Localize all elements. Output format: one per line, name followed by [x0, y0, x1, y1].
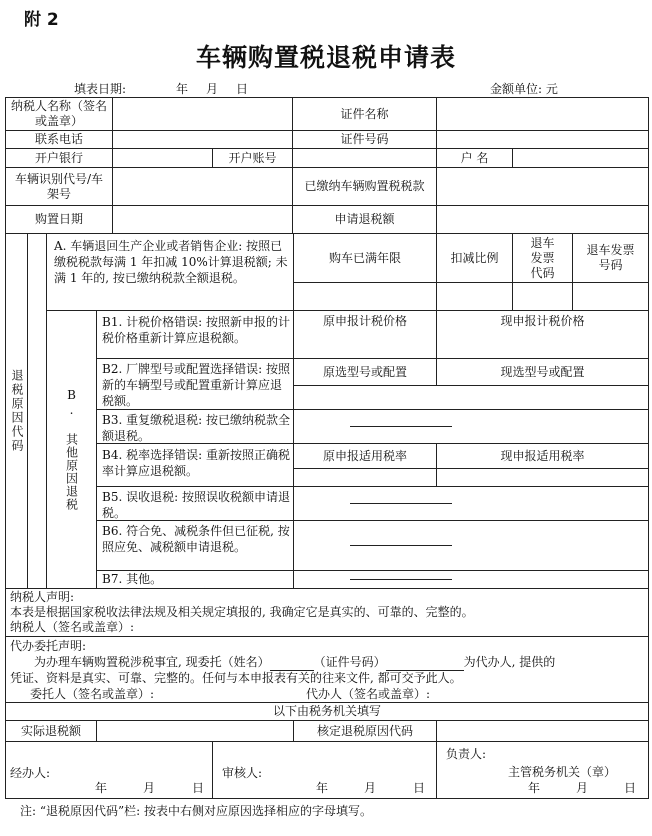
tax-office-banner: 以下由税务机关填写	[272, 704, 381, 718]
handler-year: 年	[95, 781, 108, 795]
reason-b6-text: B6. 符合免、减税条件但已征税, 按照应免、减税额申请退税。	[102, 524, 290, 554]
fill-date-day: 日	[236, 82, 249, 96]
reason-b6-blank-line	[350, 545, 452, 546]
cert-name-field[interactable]	[437, 98, 648, 130]
reason-b7-blank-line	[350, 579, 452, 580]
reason-b4-original-label: 原申报适用税率	[322, 448, 407, 463]
fill-date-month: 月	[206, 82, 219, 96]
phone-field[interactable]	[113, 131, 292, 148]
reason-a-invoice-no-label: 退车发票号码	[586, 243, 635, 272]
agent-id-blank[interactable]	[386, 654, 464, 671]
account-no-field[interactable]	[293, 149, 436, 167]
reason-b2-text: B2. 厂牌型号或配置选择错误: 按照新的车辆型号或配置重新计算应退税额。	[102, 362, 290, 408]
refund-amount-field[interactable]	[437, 206, 648, 233]
page-title: 车辆购置税退税申请表	[195, 43, 456, 72]
reason-b1-text: B1. 计税价格错误: 按照新申报的计税价格重新计算应退税额。	[102, 315, 290, 345]
paid-tax-field[interactable]	[437, 168, 648, 205]
declaration-heading: 纳税人声明:	[10, 590, 75, 604]
approved-code-field[interactable]	[437, 721, 648, 741]
fill-date-year: 年	[176, 82, 189, 96]
handler-label: 经办人:	[10, 766, 51, 780]
reason-b1-original-label: 原申报计税价格	[322, 313, 407, 328]
reason-a-text: A. 车辆退回生产企业或者销售企业: 按照已缴税税款每满 1 年扣减 10%计算退税额; 未满 1 年的, 按已缴纳税款全额退税。	[54, 239, 288, 285]
reason-a-years-field[interactable]	[294, 283, 436, 310]
paid-tax-label: 已缴纳车辆购置税税款	[304, 179, 425, 193]
tax-office-seal-label: 主管税务机关（章）	[508, 765, 617, 779]
reason-b4-text: B4. 税率选择错误: 重新按照正确税率计算应退税额。	[102, 448, 290, 478]
account-no-label: 开户账号	[228, 150, 277, 165]
cert-name-label: 证件名称	[340, 106, 389, 121]
reason-a-years-label: 购车已满年限	[328, 250, 401, 265]
principal-sign: 委托人（签名或盖章）:	[30, 687, 155, 701]
bank-label: 开户银行	[34, 150, 83, 165]
reason-a-ratio-label: 扣减比例	[450, 250, 499, 265]
actual-refund-field[interactable]	[97, 721, 293, 741]
phone-label: 联系电话	[34, 132, 83, 146]
reviewer-year: 年	[316, 781, 329, 795]
declaration-text: 本表是根据国家税收法律法规及相关规定填报的, 我确定它是真实的、可靠的、完整的。	[10, 605, 474, 619]
agent-name-blank[interactable]	[270, 654, 314, 671]
reason-b5-blank-line	[350, 503, 452, 504]
handler-month: 月	[143, 781, 156, 795]
reason-b3-blank-line	[350, 426, 452, 427]
taxpayer-name-field[interactable]	[113, 98, 292, 130]
cert-no-field[interactable]	[437, 131, 648, 148]
reason-b7-text: B7. 其他。	[102, 572, 163, 586]
reason-b2-original-label: 原选型号或配置	[322, 364, 407, 379]
reason-a-invoice-code-field[interactable]	[513, 283, 572, 310]
account-holder-field[interactable]	[513, 149, 648, 167]
reviewer-month: 月	[364, 781, 377, 795]
reason-a-invoice-no-field[interactable]	[573, 283, 648, 310]
reason-b-label: B. 其他原因退税	[64, 388, 79, 511]
chief-month: 月	[576, 781, 589, 795]
handler-day: 日	[192, 781, 205, 795]
agent-line1-part-c: 为代办人, 提供的	[463, 655, 556, 669]
cert-no-label: 证件号码	[340, 132, 389, 146]
amount-unit: 金额单位: 元	[490, 82, 558, 96]
reason-b5-text: B5. 误收退税: 按照误收税额申请退税。	[102, 490, 290, 520]
footnote: 注: “退税原因代码”栏: 按表中右侧对应原因选择相应的字母填写。	[20, 804, 372, 818]
reason-b2-current-label: 现选型号或配置	[500, 364, 585, 379]
purchase-date-field[interactable]	[113, 206, 292, 233]
vin-field[interactable]	[113, 168, 292, 205]
taxpayer-name-label: 纳税人名称（签名或盖章）	[10, 99, 107, 128]
chief-day: 日	[624, 781, 637, 795]
reason-b1-current-label: 现申报计税价格	[500, 313, 585, 328]
chief-year: 年	[528, 781, 541, 795]
reason-a-ratio-field[interactable]	[437, 283, 512, 310]
account-holder-label: 户 名	[460, 150, 489, 165]
reviewer-label: 审核人:	[222, 766, 263, 780]
approved-code-label: 核定退税原因代码	[316, 723, 413, 738]
actual-refund-label: 实际退税额	[20, 723, 81, 738]
reviewer-day: 日	[413, 781, 426, 795]
reason-code-side-label: 退税原因代码	[10, 369, 24, 453]
reason-b3-text: B3. 重复缴税退税: 按已缴纳税款全额退税。	[102, 413, 290, 443]
reason-b4-current-label: 现申报适用税率	[500, 448, 585, 463]
agent-sign: 代办人（签名或盖章）:	[306, 687, 431, 701]
agent-heading: 代办委托声明:	[10, 639, 87, 653]
chief-label: 负责人:	[446, 747, 487, 761]
bank-field[interactable]	[113, 149, 212, 167]
agent-line1-part-a: 为办理车辆购置税涉税事宜, 现委托（姓名）	[34, 655, 270, 669]
reason-code-field[interactable]	[28, 234, 46, 588]
vin-label: 车辆识别代号/车架号	[14, 171, 104, 201]
annex-label: 附 2	[24, 10, 59, 30]
declaration-sign: 纳税人（签名或盖章）:	[10, 620, 135, 634]
agent-line2: 凭证、资料是真实、可靠、完整的。任何与本申报表有关的往来文件, 都可交予此人。	[10, 671, 462, 685]
reason-a-invoice-code-label: 退车发票代码	[530, 235, 555, 280]
agent-line1-part-b: （证件号码）	[313, 655, 386, 669]
agent-line1	[34, 654, 555, 671]
refund-amount-label: 申请退税额	[334, 212, 395, 226]
purchase-date-label: 购置日期	[34, 212, 83, 226]
fill-date-label: 填表日期:	[74, 82, 127, 96]
